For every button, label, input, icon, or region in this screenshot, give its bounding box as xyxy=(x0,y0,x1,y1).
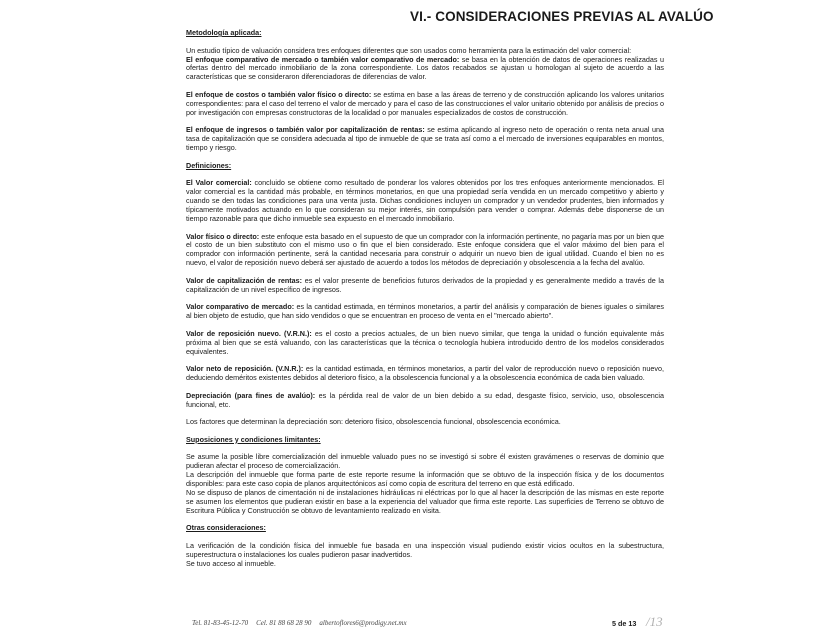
otras-p2: Se tuvo acceso al inmueble. xyxy=(186,558,276,568)
depreciacion-label: Depreciación (para fines de avalúo): xyxy=(186,390,316,400)
depreciacion-text: es la pérdida real de valor de un bien debido a su edad, desgaste físico, servicio, uso, obsolescencia funcional, etc. xyxy=(186,390,664,409)
vnr-label: Valor neto de reposición. (V.N.R.): xyxy=(186,364,304,374)
document-body xyxy=(186,29,664,577)
valor-comparativo-label: Valor comparativo de mercado: xyxy=(186,302,295,312)
enfoque-costos-label: El enfoque de costos o también valor físico o directo: xyxy=(186,89,372,99)
footer-contact xyxy=(192,619,407,627)
suposiciones-heading: Suposiciones y condiciones limitantes: xyxy=(186,434,321,444)
vrn-label: Valor de reposición nuevo. (V.R.N.): xyxy=(186,328,312,338)
valor-capitalizacion-paragraph xyxy=(186,277,664,295)
vrn-paragraph xyxy=(186,330,664,357)
otras-p1: La verificación de la condición física del inmueble fue basada en una inspección visual pudiendo existir vicios ocultos en la subestructura, superestructura o instalaciones los cuales pudieron pasar inadvertidos. xyxy=(186,541,664,559)
vnr-paragraph xyxy=(186,365,664,383)
valor-fisico-text: este enfoque esta basado en el supuesto de que un comprador con la información pertinente, no pagaría mas por un bien que el costo de un bien substituto con el mismo uso o fin que el bien considerado. Este enfoque considera que el valor máximo del bien para el comprador con información pertinente, será la cantidad necesaria para construir o adquirir un nuevo bien de igual utilidad. Cuando el bien no es nuevo, el valor de reposición nuevo deberá ser ajustado de acuerdo a todos los métodos de depreciación y obsolescencia a la fecha del avalúo. xyxy=(186,231,664,268)
enfoque-ingresos-label: El enfoque de ingresos o también valor por capitalización de rentas: xyxy=(186,125,425,135)
metodologia-heading: Metodología aplicada: xyxy=(186,28,262,37)
factores-paragraph: Los factores que determinan la depreciación son: deterioro físico, obsolescencia funcional, obsolescencia económica. xyxy=(186,417,561,427)
suposiciones-p2: La descripción del inmueble que forma parte de este reporte resume la información que se obtuvo de la inspección física y de los documentos disponibles: para este caso copia de planos arquitectónicos así como copia de escritura del terreno en que está edificado. xyxy=(186,470,664,489)
vrn-text: es el costo a precios actuales, de un bien nuevo similar, que tenga la unidad o función equivalente más próxima al bien que se está valuando, con las características que la técnica o tecnología hubiera introducido dentro de los modelos considerados equivalentes. xyxy=(186,328,664,356)
footer-tel: Tel. 81-83-45-12-70 xyxy=(192,619,249,627)
footer-email: albertoflores6@prodigy.net.mx xyxy=(319,619,407,627)
valor-comercial-paragraph xyxy=(186,179,664,224)
page-number: 5 de 13 xyxy=(612,619,637,628)
otras-heading: Otras consideraciones: xyxy=(186,523,266,533)
enfoque-comparativo-label: El enfoque comparativo de mercado o también valor comparativo de mercado: xyxy=(186,54,460,64)
valor-capitalizacion-text: es el valor presente de beneficios futuros derivados de la propiedad y es generalmente medido a través de la capitalización de un nivel específico de ingresos. xyxy=(186,275,664,294)
suposiciones-p1: Se asume la posible libre comercialización del inmueble valuado pues no se investigó si sobre él existen gravámenes o reservas de dominio que pudieran afectar el proceso de comercialización. xyxy=(186,452,664,471)
section-title: VI.- CONSIDERACIONES PREVIAS AL AVALÚO xyxy=(410,9,714,24)
enfoque-costos-text: se estima en base a las áreas de terreno y de construcción aplicando los valores unitarios correspondientes: para el caso del terreno el valor de mercado y para el caso de las construcciones el valor unitario obtenido por análisis de precios o por investigación con empresas constructoras de la localidad o por manuales especializados de costos de construcción. xyxy=(186,89,664,117)
handwritten-page-mark: /13 xyxy=(646,614,663,629)
suposiciones-p3: No se dispuso de planos de cimentación ni de instalaciones hidráulicas ni eléctricas por lo que al hacer la descripción de las mismas en este reporte se asumen los elementos que pudieran existir en base a la experiencia del valuador que firma este reporte. Las superficies de Terreno se obtuvo de Escritura Pública y Construcción se obtuvo de levantamiento realizado en visita. xyxy=(186,488,664,515)
valor-fisico-paragraph xyxy=(186,233,664,269)
enfoque-comparativo-text: se basa en la obtención de datos de operaciones realizadas u ofertas dentro del mercado inmobiliario de la zona correspondiente. Los datos recabados se ajustan u homologan al sujeto de acuerdo a las características que se consideraron diferenciadoras de diferencias de valor. xyxy=(186,54,664,82)
enfoque-ingresos-text: se estima aplicando al ingreso neto de operación o renta neta anual una tasa de capitalización que se considera adecuada al tipo de inmueble de que se trata así como a el mercado de inversiones equiparables en montos, tiempo y riesgo. xyxy=(186,125,664,153)
enfoque-comparativo-paragraph xyxy=(186,56,664,83)
valor-comercial-text: concluido se obtiene como resultado de ponderar los valores obtenidos por los tres enfoques anteriormente mencionados. El valor comercial es la cantidad más probable, en términos monetarios, en que una propiedad sería vendida en un mercado competitivo y abierto y cuando se den todas las condiciones para una venta justa. Dichas condiciones incluyen un comprador y un vendedor prudentes, bien informados y típicamente motivados actuando en lo que consideran su mejor interés, sin compulsión para vender o comprar. Además debe disponerse de un tiempo razonable para que dicho inmueble sea expuesto en el mercado inmobiliario. xyxy=(186,178,664,223)
vnr-text: es la cantidad estimada, en términos monetarios, a partir del valor de reproducción nuevo o reposición nuevo, deduciendo deméritos existentes debidos al deterioro físico, a la obsolescencia funcional y a la obsolescencia económica de cada bien valuado. xyxy=(186,364,664,383)
definiciones-heading: Definiciones: xyxy=(186,160,232,170)
valor-comparativo-paragraph xyxy=(186,303,664,321)
enfoque-costos-paragraph xyxy=(186,91,664,118)
enfoque-ingresos-paragraph xyxy=(186,126,664,153)
valor-capitalizacion-label: Valor de capitalización de rentas: xyxy=(186,275,303,285)
depreciacion-paragraph xyxy=(186,392,664,410)
metodologia-intro: Un estudio típico de valuación considera tres enfoques diferentes que son usados como herramienta para la estimación del valor comercial: xyxy=(186,45,632,55)
valor-comercial-label: El Valor comercial: xyxy=(186,178,252,188)
valor-fisico-label: Valor físico o directo: xyxy=(186,231,260,241)
footer-cel: Cel. 81 88 68 28 90 xyxy=(256,619,312,627)
valor-comparativo-text: es la cantidad estimada, en términos monetarios, a partir del análisis y comparación de bienes iguales o similares al bien objeto de estudio, que han sido vendidos o que se encuentran en proceso de venta en el "mercado abierto". xyxy=(186,302,664,321)
